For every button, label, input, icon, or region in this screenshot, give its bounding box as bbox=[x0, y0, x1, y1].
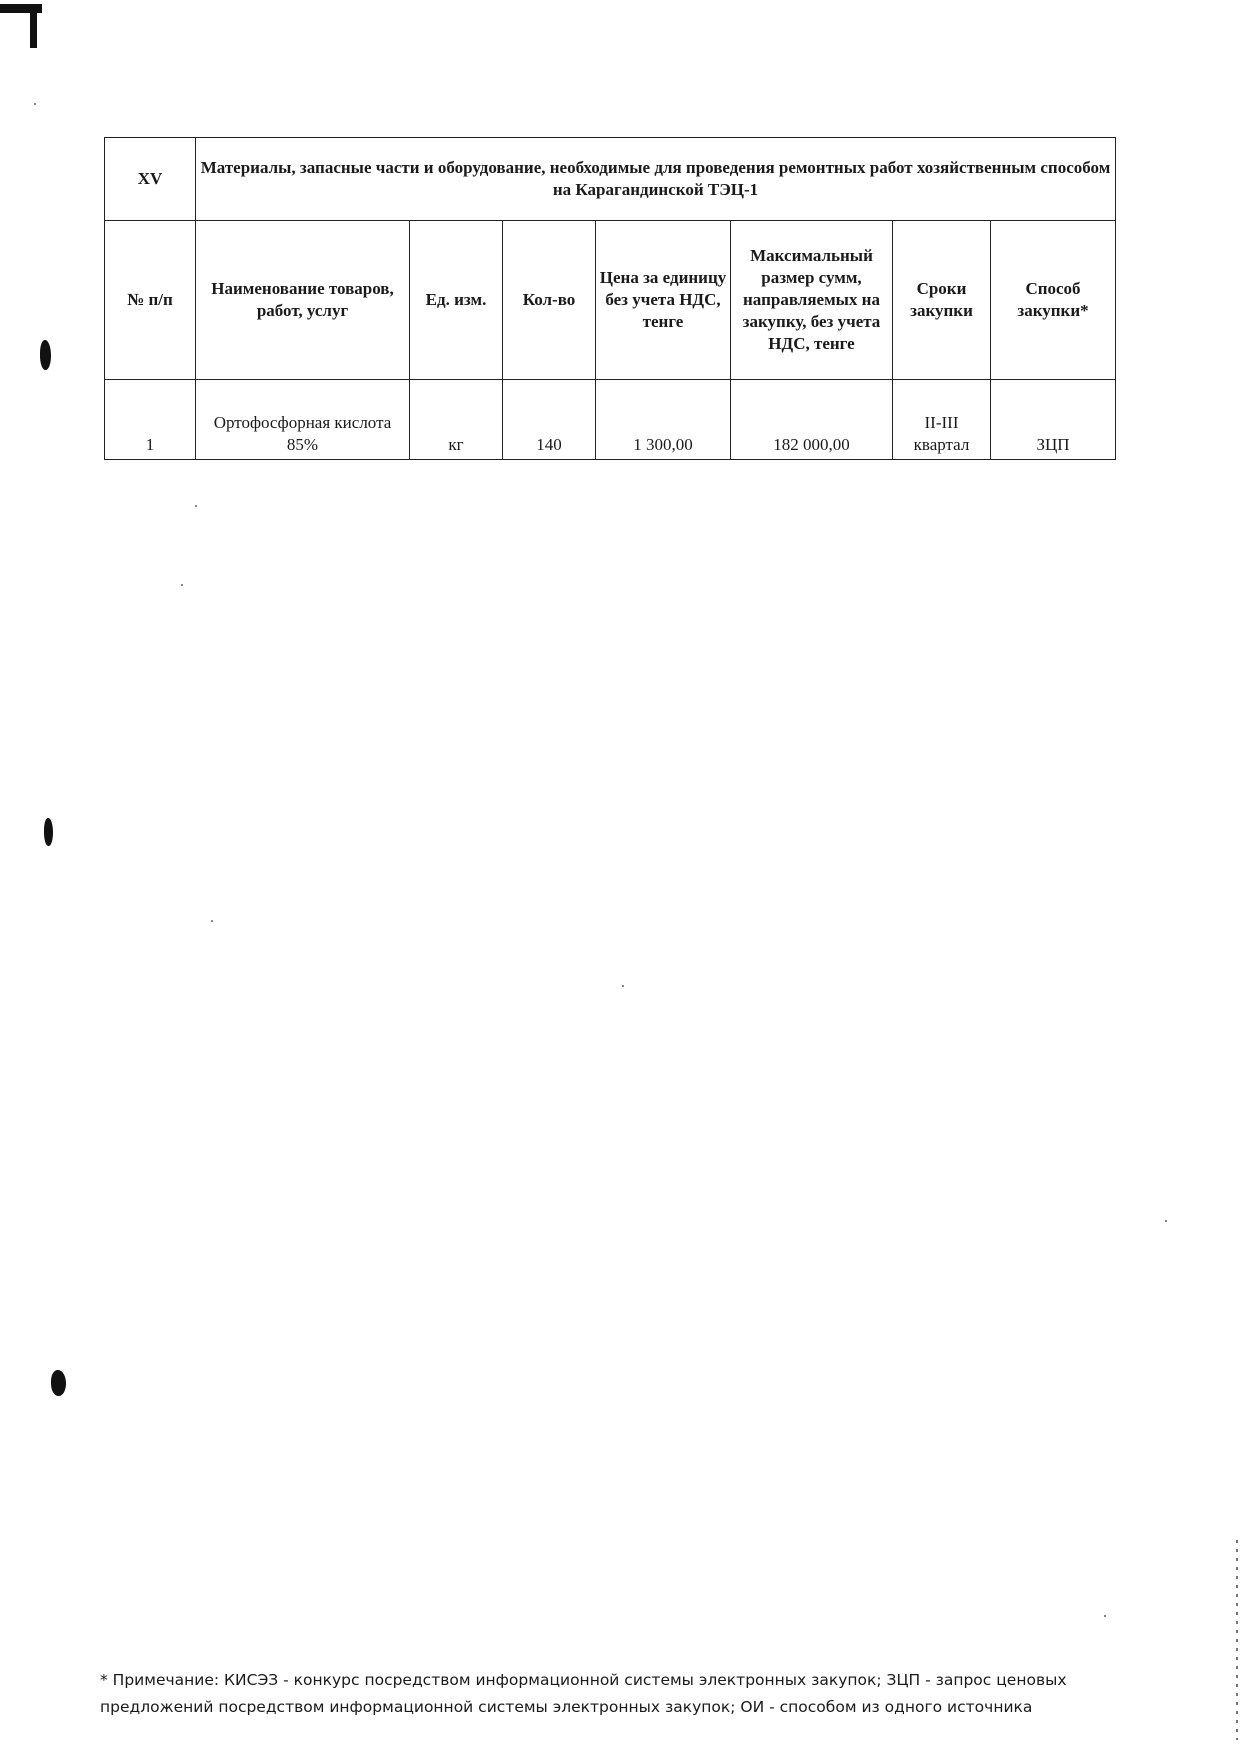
cell-max-amount: 182 000,00 bbox=[731, 380, 893, 460]
cell-num: 1 bbox=[105, 380, 196, 460]
cell-qty: 140 bbox=[503, 380, 596, 460]
header-method: Способ закупки* bbox=[991, 221, 1116, 380]
scan-speck bbox=[195, 505, 197, 507]
scan-speck bbox=[181, 584, 183, 586]
footnote: * Примечание: КИСЭЗ - конкурс посредством информационной системы электронных закупок; ЗЦП - запрос ценовых предложений посредством информационной системы электронных закупок; ОИ - способом из одного источника bbox=[100, 1671, 1067, 1716]
header-name: Наименование товаров, работ, услуг bbox=[196, 221, 410, 380]
header-period: Сроки закупки bbox=[893, 221, 991, 380]
cell-method: ЗЦП bbox=[991, 380, 1116, 460]
section-title: Материалы, запасные части и оборудование, необходимые для проведения ремонтных работ хозяйственным способом на Карагандинской ТЭЦ-1 bbox=[196, 138, 1116, 221]
header-unit: Ед. изм. bbox=[410, 221, 503, 380]
header-qty: Кол-во bbox=[503, 221, 596, 380]
section-number: XV bbox=[105, 138, 196, 221]
procurement-table bbox=[104, 137, 1116, 460]
scan-speck bbox=[622, 985, 624, 987]
header-price: Цена за единицу без учета НДС, тенге bbox=[596, 221, 731, 380]
header-max-amount: Максимальный размер сумм, направляемых на закупку, без учета НДС, тенге bbox=[731, 221, 893, 380]
cell-period: II-III квартал bbox=[893, 380, 991, 460]
punch-hole-mark bbox=[51, 1370, 66, 1396]
scan-speck bbox=[211, 920, 213, 922]
header-num: № п/п bbox=[105, 221, 196, 380]
scan-speck bbox=[1165, 1220, 1167, 1222]
section-row bbox=[105, 138, 1116, 221]
punch-hole-mark bbox=[44, 818, 53, 846]
scan-speck bbox=[34, 103, 36, 105]
punch-hole-mark bbox=[40, 340, 51, 370]
cell-name: Ортофосфорная кислота 85% bbox=[196, 380, 410, 460]
scan-edge-artifact bbox=[1236, 1540, 1238, 1740]
cell-price: 1 300,00 bbox=[596, 380, 731, 460]
table-row bbox=[105, 380, 1116, 460]
header-row bbox=[105, 221, 1116, 380]
scan-mark bbox=[30, 4, 37, 48]
scan-speck bbox=[1104, 1615, 1106, 1617]
cell-unit: кг bbox=[410, 380, 503, 460]
